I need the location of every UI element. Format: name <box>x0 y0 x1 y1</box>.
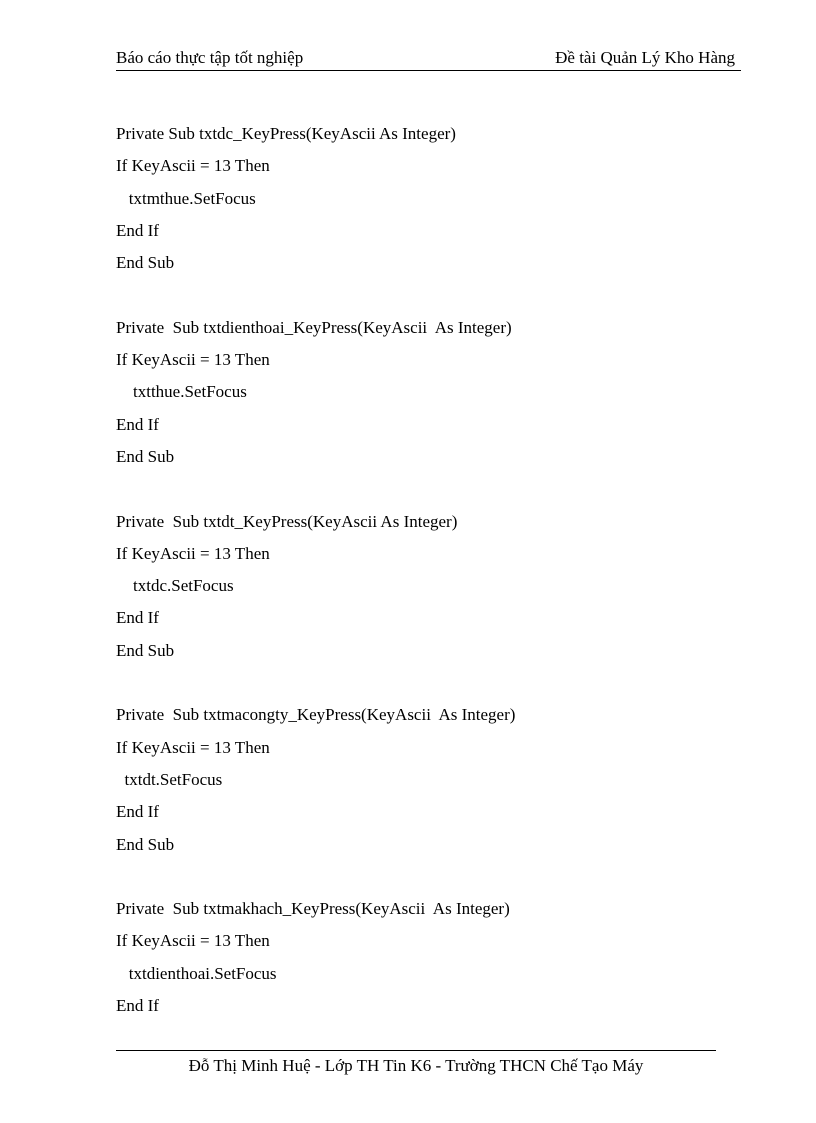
code-line: Private Sub txtdienthoai_KeyPress(KeyAscii As Integer) <box>116 317 512 337</box>
page-footer: Đỗ Thị Minh Huệ - Lớp TH Tin K6 - Trường THCN Chế Tạo Máy <box>188 1056 644 1075</box>
code-line: If KeyAscii = 13 Then <box>116 931 270 951</box>
code-line: If KeyAscii = 13 Then <box>116 156 270 176</box>
code-line: txtmthue.SetFocus <box>116 188 256 208</box>
footer-divider <box>116 1050 716 1051</box>
code-line: End Sub <box>116 834 175 854</box>
blank-line <box>116 861 716 893</box>
code-line: If KeyAscii = 13 Then <box>116 350 270 370</box>
code-line: End Sub <box>116 253 175 273</box>
code-line: End Sub <box>116 640 175 660</box>
code-line: End If <box>116 802 159 822</box>
code-line: txtdt.SetFocus <box>116 769 223 789</box>
code-line: Private Sub txtdt_KeyPress(KeyAscii As Integer) <box>116 511 458 531</box>
blank-line <box>116 667 716 699</box>
code-line: If KeyAscii = 13 Then <box>116 543 270 563</box>
code-line: Private Sub txtmacongty_KeyPress(KeyAscii As Integer) <box>116 705 516 725</box>
code-listing <box>116 118 716 1022</box>
code-line: End If <box>116 996 159 1016</box>
code-line: Private Sub txtdc_KeyPress(KeyAscii As Integer) <box>116 124 456 143</box>
code-line: Private Sub txtmakhach_KeyPress(KeyAscii As Integer) <box>116 899 510 919</box>
code-line: txtthue.SetFocus <box>116 382 247 402</box>
code-line: End If <box>116 608 159 628</box>
code-line: If KeyAscii = 13 Then <box>116 737 270 757</box>
header-report-title: Báo cáo thực tập tốt nghiệp <box>116 48 304 67</box>
code-line: End Sub <box>116 446 175 466</box>
blank-line <box>116 279 716 311</box>
code-line: txtdienthoai.SetFocus <box>116 963 277 983</box>
code-line: txtdc.SetFocus <box>116 576 234 596</box>
code-line: End If <box>116 414 159 434</box>
blank-line <box>116 473 716 505</box>
page-header <box>116 46 741 71</box>
header-topic-title: Đề tài Quản Lý Kho Hàng <box>555 48 735 67</box>
code-line: End If <box>116 220 159 240</box>
